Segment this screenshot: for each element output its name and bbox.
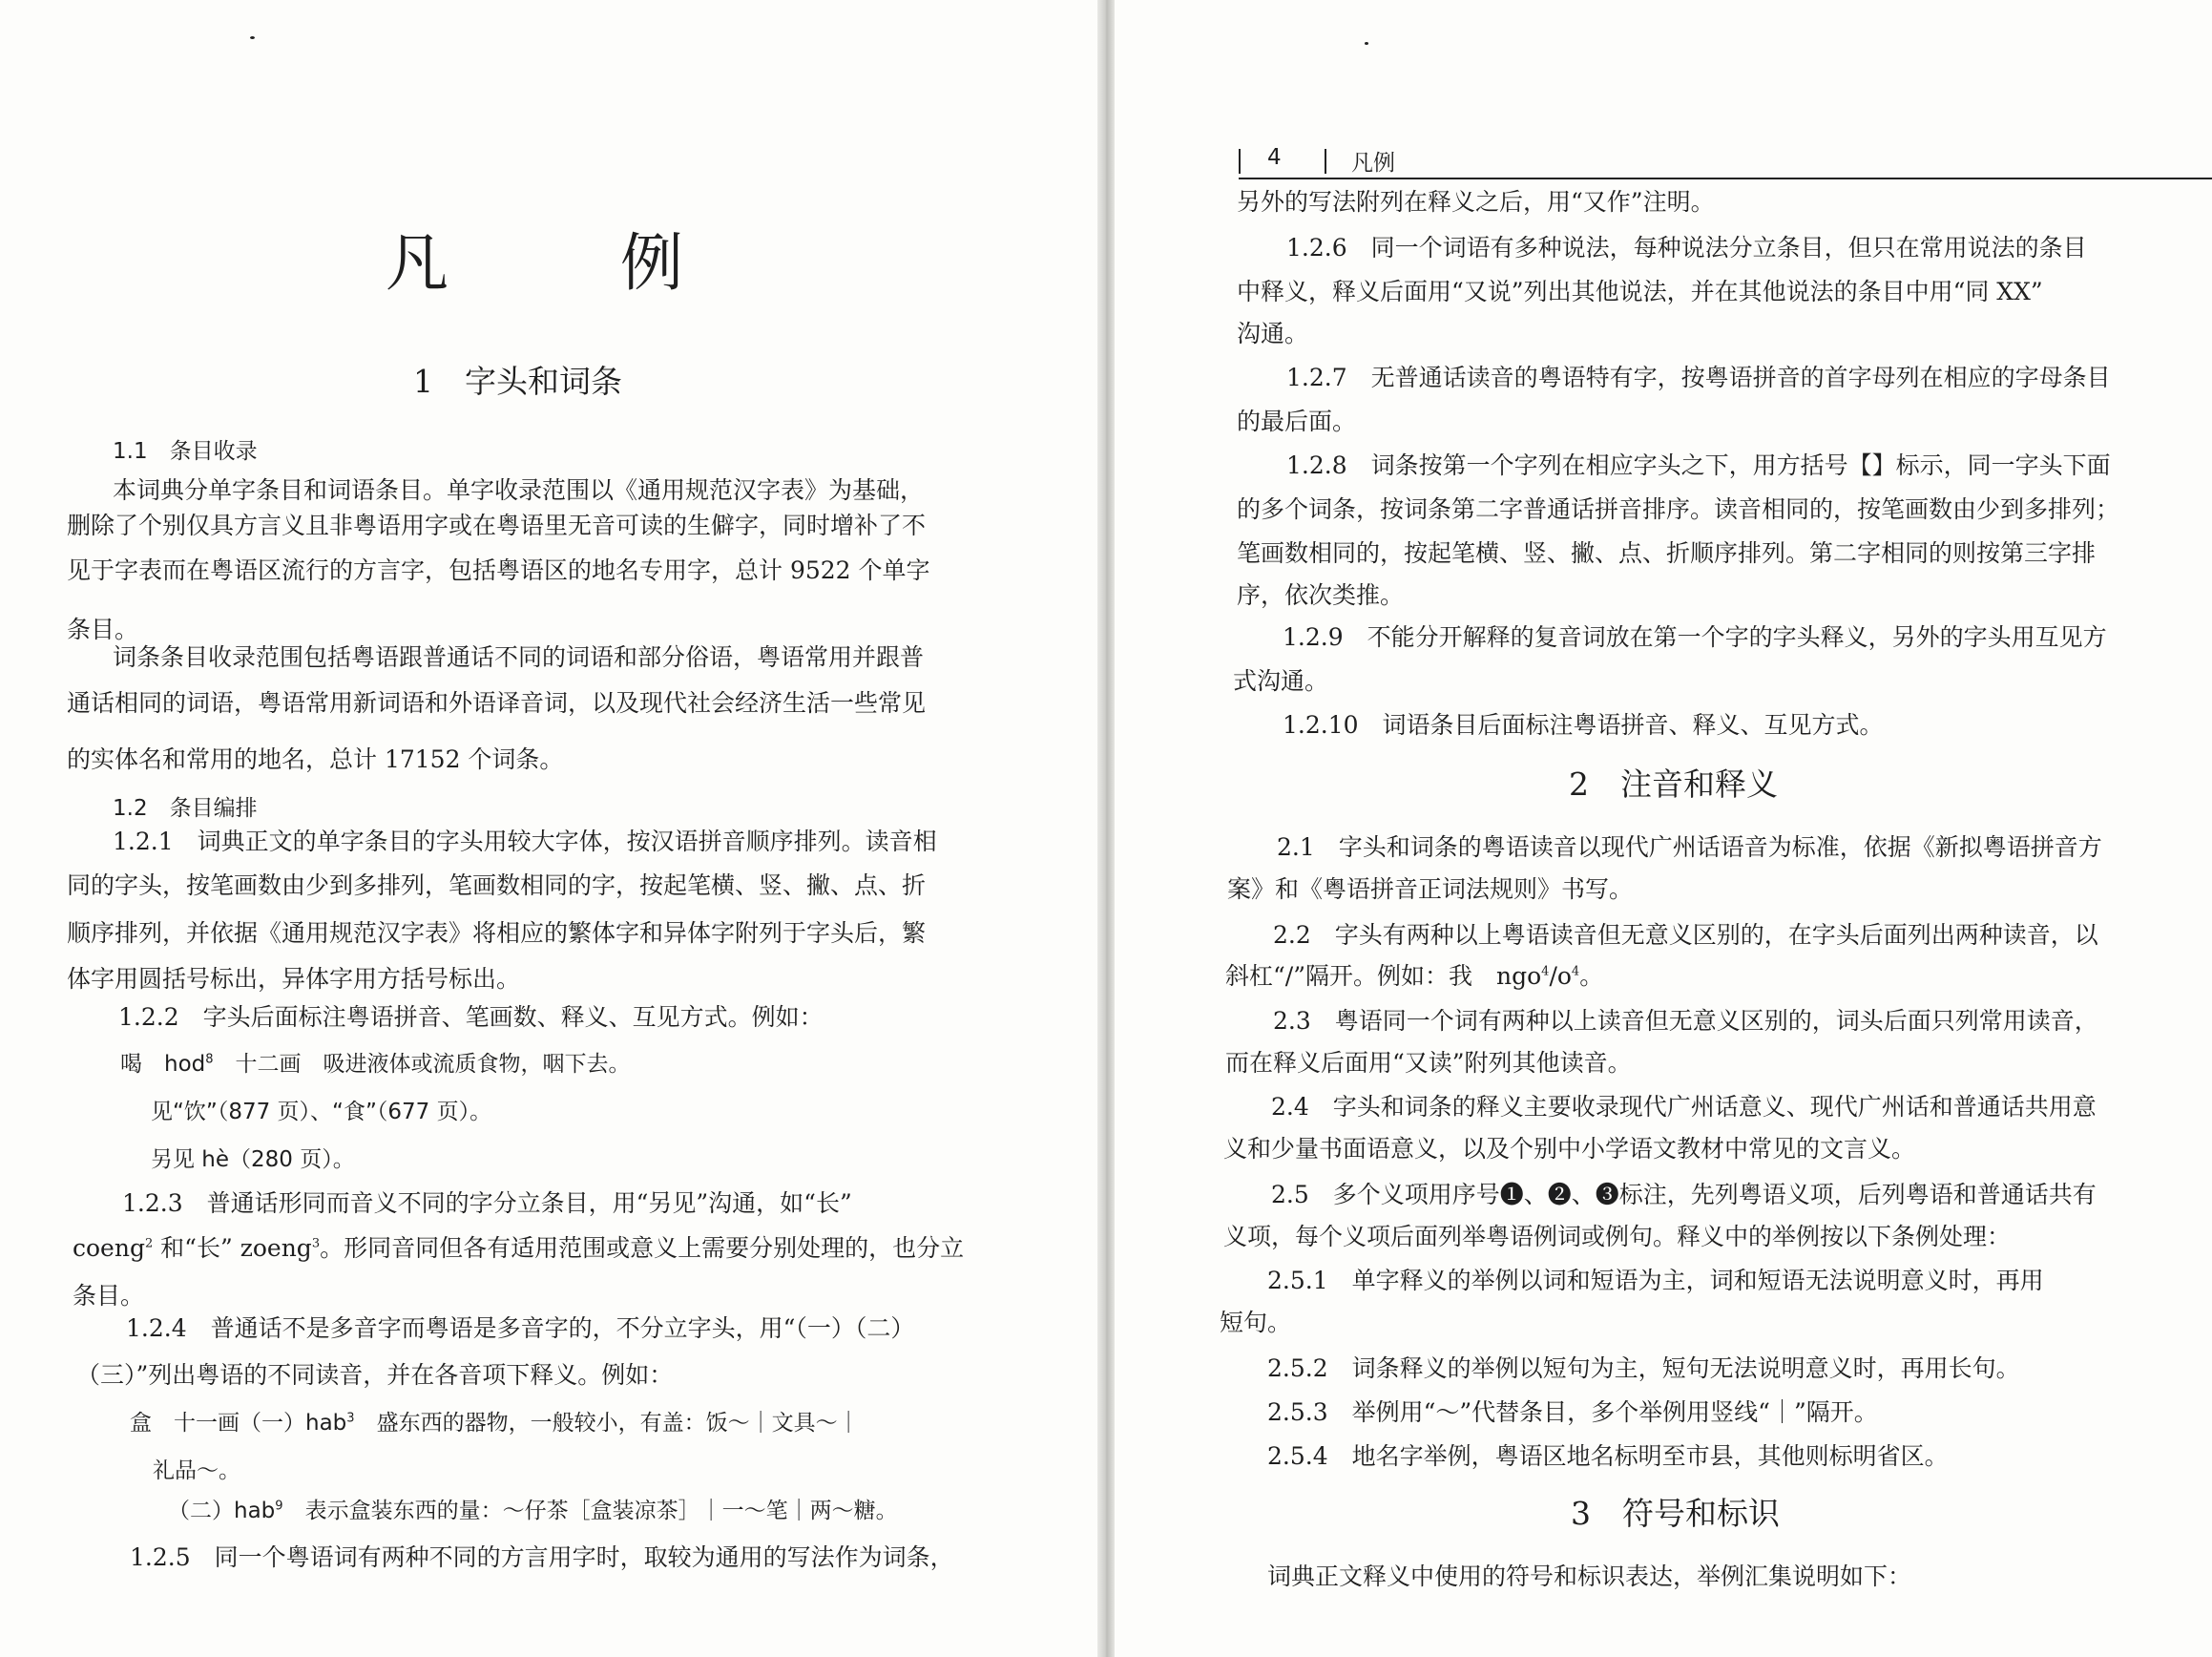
paragraph-2-1-line: 案》和《粤语拼音正词法规则》书写。 bbox=[1227, 875, 1634, 903]
paragraph-2-2-line: 2.2 字头有两种以上粤语读音但无意义区别的，在字头后面列出两种读音，以 bbox=[1273, 921, 2098, 949]
paragraph-1-2-1-line: 体字用圆括号标出，异体字用方括号标出。 bbox=[67, 965, 521, 993]
paragraph-1-2-8-line: 序，依次类推。 bbox=[1237, 581, 1405, 609]
paragraph-1-1-line: 本词典分单字条目和词语条目。单字收录范围以《通用规范汉字表》为基础， bbox=[113, 476, 925, 504]
paragraph-1-1-line: 删除了个别仅具方言义且非粤语用字或在粤语里无音可读的生僻字，同时增补了不 bbox=[67, 512, 927, 539]
paragraph-1-2-4-line: 1.2.4 普通话不是多音字而粤语是多音字的，不分立字头，用“（一）（二） bbox=[126, 1314, 915, 1342]
paragraph-1-1b-line: 通话相同的词语，粤语常用新词语和外语译音词，以及现代社会经济生活一些常见 bbox=[67, 689, 927, 717]
subsection-1-2-heading: 1.2 条目编排 bbox=[113, 796, 258, 821]
paragraph-2-1-line: 2.1 字头和词条的粤语读音以现代广州话语音为标准，依据《新拟粤语拼音方 bbox=[1277, 833, 2102, 861]
paragraph-2-4-line: 义和少量书面语意义，以及个别中小学语文教材中常见的文言义。 bbox=[1223, 1135, 1916, 1163]
paragraph-2-5-4: 2.5.4 地名字举例，粤语区地名标明至市县，其他则标明省区。 bbox=[1267, 1442, 1949, 1470]
paragraph-2-5-2: 2.5.2 词条释义的举例以短句为主，短句无法说明意义时，再用长句。 bbox=[1267, 1354, 2020, 1382]
example-entry-line: 喝 hod$^8$ 十二画 吸进液体或流质食物，咽下去。 bbox=[120, 1052, 631, 1077]
paragraph-2-5-line: 义项，每个义项后面列举粤语例词或例句。释义中的举例按以下条例处理： bbox=[1223, 1223, 2012, 1250]
paragraph-1-1b-line: 词条条目收录范围包括粤语跟普通话不同的词语和部分俗语，粤语常用并跟普 bbox=[113, 643, 925, 671]
paragraph-1-2-9-line: 式沟通。 bbox=[1233, 667, 1329, 695]
paragraph-1-2-10: 1.2.10 词语条目后面标注粤语拼音、释义、互见方式。 bbox=[1283, 711, 1884, 739]
paragraph-2-3-line: 而在释义后面用“又读”附列其他读音。 bbox=[1225, 1049, 1632, 1077]
header-rule bbox=[1325, 149, 1326, 174]
paragraph-1-2-2: 1.2.2 字头后面标注粤语拼音、笔画数、释义、互见方式。例如： bbox=[118, 1003, 824, 1031]
paragraph-2-5-3: 2.5.3 举例用“～”代替条目，多个举例用竖线“｜”隔开。 bbox=[1267, 1398, 1878, 1426]
page-number: 4 bbox=[1267, 145, 1282, 170]
paragraph-2-5-line: 2.5 多个义项用序号❶、❷、❸标注，先列粤语义项，后列粤语和普通话共有 bbox=[1271, 1181, 2097, 1208]
section-3-heading: 3 符号和标识 bbox=[1571, 1495, 1780, 1532]
paragraph-2-5-1-line: 短句。 bbox=[1220, 1309, 1292, 1336]
paragraph-1-2-8-line: 1.2.8 词条按第一个字列在相应字头之下，用方括号【】标示，同一字头下面 bbox=[1286, 451, 2111, 479]
paragraph-1-2-3-line: 条目。 bbox=[73, 1282, 145, 1310]
book-gutter bbox=[1097, 0, 1115, 1657]
subsection-1-1-heading: 1.1 条目收录 bbox=[113, 439, 258, 464]
example-entry-line: 盒 十一画（一）hab$^3$ 盛东西的器物，一般较小，有盖：饭～｜文具～｜ bbox=[130, 1411, 860, 1436]
running-header bbox=[1239, 143, 2212, 179]
section-2-heading: 2 注音和释义 bbox=[1569, 766, 1778, 803]
paragraph-1-1-line: 条目。 bbox=[67, 616, 139, 643]
example-entry-line: （二）hab$^9$ 表示盒装东西的量：～仔茶［盒装凉茶］｜一～笔｜两～糖。 bbox=[168, 1499, 898, 1523]
paragraph-1-2-8-line: 笔画数相同的，按起笔横、竖、撇、点、折顺序排列。第二字相同的则按第三字排 bbox=[1237, 539, 2097, 567]
continuation-line: 另外的写法附列在释义之后，用“又作”注明。 bbox=[1237, 188, 1715, 216]
paragraph-2-4-line: 2.4 字头和词条的释义主要收录现代广州话意义、现代广州话和普通话共用意 bbox=[1271, 1093, 2097, 1121]
paragraph-2-3-line: 2.3 粤语同一个词有两种以上读音但无意义区别的，词头后面只列常用读音， bbox=[1273, 1007, 2098, 1035]
paragraph-2-2-line: 斜杠“/”隔开。例如：我 $ngo^4/o^4$。 bbox=[1225, 962, 1604, 990]
title-char-1: 凡 bbox=[386, 226, 454, 300]
example-entry-line: 见“饮”（877 页）、“食”（677 页）。 bbox=[151, 1100, 492, 1124]
page-title bbox=[386, 212, 689, 303]
paragraph-1-2-6-line: 1.2.6 同一个词语有多种说法，每种说法分立条目，但只在常用说法的条目 bbox=[1286, 234, 2087, 262]
paragraph-1-2-8-line: 的多个词条，按词条第二字普通话拼音排序。读音相同的，按笔画数由少到多排列； bbox=[1237, 495, 2120, 523]
paragraph-1-2-6-line: 沟通。 bbox=[1237, 320, 1309, 347]
paragraph-2-5-1-line: 2.5.1 单字释义的举例以词和短语为主，词和短语无法说明意义时，再用 bbox=[1267, 1267, 2044, 1294]
section-1-heading: 1 字头和词条 bbox=[413, 363, 622, 400]
paragraph-1-2-7-line: 1.2.7 无普通话读音的粤语特有字，按粤语拼音的首字母列在相应的字母条目 bbox=[1286, 364, 2111, 391]
paragraph-1-2-3-line: 1.2.3 普通话形同而音义不同的字分立条目，用“另见”沟通，如“长” bbox=[122, 1189, 852, 1217]
paragraph-1-2-4-line: （三）”列出粤语的不同读音，并在各音项下释义。例如： bbox=[76, 1361, 674, 1389]
running-title: 凡例 bbox=[1351, 151, 1395, 176]
example-entry-line: 另见 hè（280 页）。 bbox=[151, 1147, 355, 1172]
paragraph-1-1-line: 见于字表而在粤语区流行的方言字，包括粤语区的地名专用字，总计 9522 个单字 bbox=[67, 556, 930, 584]
paragraph-1-2-7-line: 的最后面。 bbox=[1237, 408, 1357, 435]
paragraph-1-2-3-line: coeng$^2$ 和“长” zoeng$^3$。形同音同但各有适用范围或意义上需要分别处理的，也分立 bbox=[73, 1234, 965, 1262]
paragraph-1-2-6-line: 中释义，释义后面用“又说”列出其他说法，并在其他说法的条目中用“同 XX” bbox=[1237, 278, 2043, 305]
paragraph-1-2-9-line: 1.2.9 不能分开解释的复音词放在第一个字的字头释义，另外的字头用互见方 bbox=[1283, 623, 2107, 651]
paragraph-1-1b-line: 的实体名和常用的地名，总计 17152 个词条。 bbox=[67, 745, 564, 773]
paragraph-1-2-1-line: 同的字头，按笔画数由少到多排列，笔画数相同的字，按起笔横、竖、撇、点、折 bbox=[67, 871, 927, 899]
paragraph-1-2-5: 1.2.5 同一个粤语词有两种不同的方言用字时，取较为通用的写法作为词条， bbox=[130, 1543, 954, 1571]
left-page bbox=[0, 0, 1097, 1657]
header-rule bbox=[1239, 149, 1241, 174]
scan-speck bbox=[250, 36, 255, 39]
paragraph-3-intro: 词典正文释义中使用的符号和标识表达，举例汇集说明如下： bbox=[1267, 1563, 1912, 1590]
paragraph-1-2-1-line: 顺序排列，并依据《通用规范汉字表》将相应的繁体字和异体字附列于字头后，繁 bbox=[67, 919, 927, 947]
scan-speck bbox=[1365, 42, 1368, 45]
title-char-2: 例 bbox=[619, 226, 689, 300]
paragraph-1-2-1-line: 1.2.1 词典正文的单字条目的字头用较大字体，按汉语拼音顺序排列。读音相 bbox=[113, 828, 937, 855]
example-entry-line: 礼品～。 bbox=[153, 1458, 240, 1483]
right-page bbox=[1115, 0, 2212, 1657]
